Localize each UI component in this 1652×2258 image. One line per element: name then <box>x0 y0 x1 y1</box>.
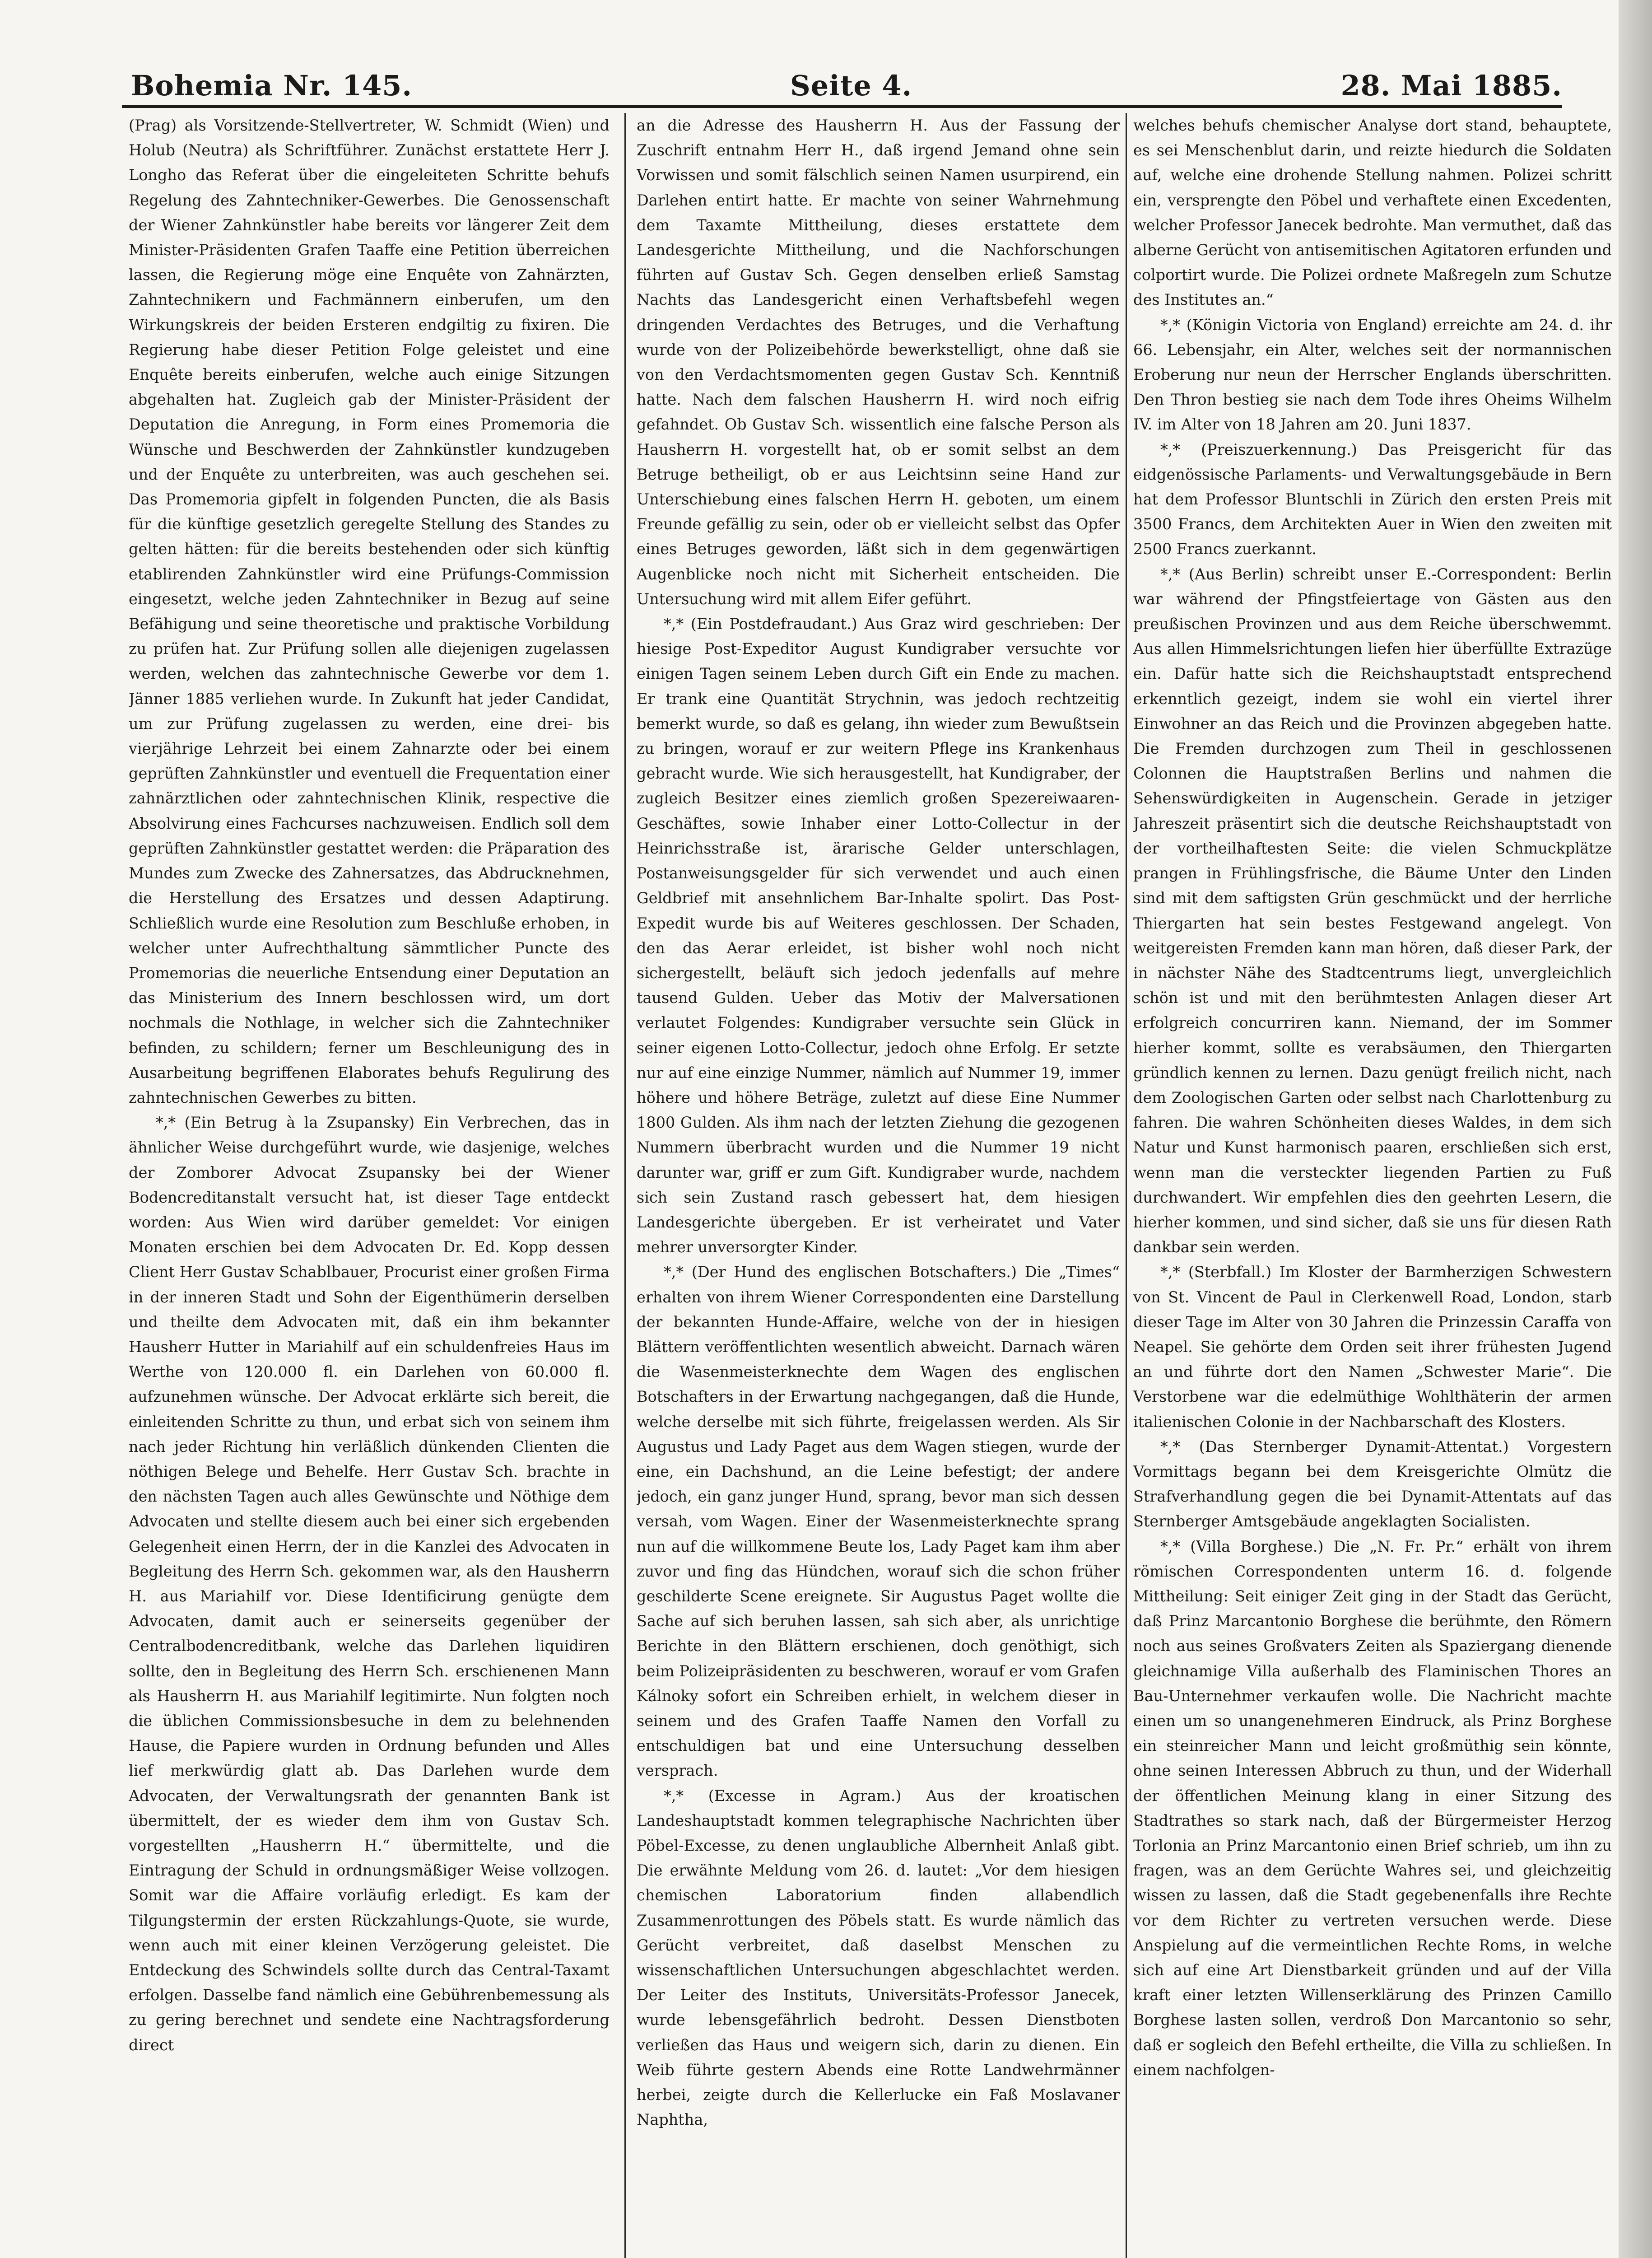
article-paragraph: (Prag) als Vorsitzende-Stellvertreter, W. Schmidt (Wien) und Holub (Neutra) als Schriftführer. Zunächst erstattete Herr J. Longho das Referat über die eingeleiteten Schritte behufs Regelung des Zahntechniker-Gewerbes. Die Genossenschaft der Wiener Zahnkünstler habe bereits vor längerer Zeit dem Minister-Präsidenten Grafen Taaffe eine Petition überreichen lassen, die Regierung möge eine Enquête von Zahnärzten, Zahntechnikern und Fachmännern einberufen, um den Wirkungskreis der beiden Ersteren endgiltig zu fixiren. Die Regierung habe dieser Petition Folge geleistet und eine Enquête bereits einberufen, welche auch einige Sitzungen abgehalten hat. Zugleich gab der Minister-Präsident der Deputation die Anregung, in Form eines Promemoria die Wünsche und Beschwerden der Zahnkünstler kundzugeben und der Enquête zu unterbreiten, was auch geschehen sei. Das Promemoria gipfelt in folgenden Puncten, die als Basis für die künftige gesetzlich geregelte Stellung des Standes zu gelten hätten: für die bereits bestehenden oder sich künftig etablirenden Zahnkünstler wird eine Prüfungs-Commission eingesetzt, welche jeden Zahntechniker in Bezug auf seine Befähigung und seine theoretische und praktische Vorbildung zu prüfen hat. Zur Prüfung sollen alle diejenigen zugelassen werden, welchen das zahntechnische Gewerbe vor dem 1. Jänner 1885 verliehen wurde. In Zukunft hat jeder Candidat, um zur Prüfung zugelassen zu werden, eine drei- bis vierjährige Lehrzeit bei einem Zahnarzte oder bei einem geprüften Zahnkünstler und eventuell die Frequentation einer zahnärztlichen oder zahntechnischen Klinik, respective die Absolvirung eines Fachcurses nachzuweisen. Endlich soll dem geprüften Zahnkünstler gestattet werden: die Präparation des Mundes zum Zwecke des Zahnersatzes, das Abdrucknehmen, die Herstellung des Ersatzes und dessen Adaptirung. Schließlich wurde eine Resolution zum Beschluße erhoben, in welcher unter Aufrechthaltung sämmtlicher Puncte des Promemorias die neuerliche Entsendung einer Deputation an das Ministerium des Innern beschlossen wird, um dort nochmals die Nothlage, in welcher sich die Zahntechniker befinden, zu schildern; ferner um Beschleunigung des in Ausarbeitung begriffenen Elaborates behufs Regulirung des zahntechnischen Gewerbes zu bitten. <box>129 117 610 1106</box>
article-paragraph: *,* (Der Hund des englischen Botschafters.) Die „Times“ erhalten von ihrem Wiener Correspondenten eine Darstellung der bekannten Hunde-Affaire, welche von der in hiesigen Blättern veröffentlichten wesentlich abweicht. Darnach wären die Wasenmeisterknechte dem Wagen des englischen Botschafters in der Erwartung nachgegangen, daß die Hunde, welche derselbe mit sich führte, freigelassen werden. Als Sir Augustus und Lady Paget aus dem Wagen stiegen, wurde der eine, ein Dachshund, an die Leine befestigt; der andere jedoch, ein ganz junger Hund, sprang, bevor man sich dessen versah, vom Wagen. Einer der Wasenmeisterknechte sprang nun auf die willkommene Beute los, Lady Paget kam ihm aber zuvor und fing das Hündchen, worauf sich die schon früher geschilderte Scene ereignete. Sir Augustus Paget wollte die Sache auf sich beruhen lassen, sah sich aber, als unrichtige Berichte in den Blättern erschienen, doch genöthigt, sich beim Polizeipräsidenten zu beschweren, worauf er vom Grafen Kálnoky sofort ein Schreiben erhielt, in welchem dieser in seinem und des Grafen Taaffe Namen den Vorfall zu entschuldigen bat und eine Untersuchung desselben versprach. <box>637 1263 1120 1780</box>
article-paragraph: an die Adresse des Hausherrn H. Aus der Fassung der Zuschrift entnahm Herr H., daß irgend Jemand ohne sein Vorwissen und somit fälschlich seinen Namen usurpirend, ein Darlehen entirt hatte. Er machte von seiner Wahrnehmung dem Taxamte Mittheilung, dieses erstattete dem Landesgerichte Mittheilung, und die Nachforschungen führten auf Gustav Sch. Gegen denselben erließ Samstag Nachts das Landesgericht einen Verhaftsbefehl wegen dringenden Verdachtes des Betruges, und die Verhaftung wurde von der Polizeibehörde bewerkstelligt, ohne daß sie von den Verdachtsmomenten gegen Gustav Sch. Kenntniß hatte. Nach dem falschen Hausherrn H. wird noch eifrig gefahndet. Ob Gustav Sch. wissentlich eine falsche Person als Hausherrn H. vorgestellt hat, ob er somit selbst an dem Betruge betheiligt, ob er aus Leichtsinn seine Hand zur Unterschiebung eines falschen Herrn H. geboten, um einem Freunde gefällig zu sein, oder ob er vielleicht selbst das Opfer eines Betruges geworden, läßt sich in dem gegenwärtigen Augenblicke noch nicht mit Sicherheit entscheiden. Die Untersuchung wird mit allem Eifer geführt. <box>637 117 1120 608</box>
article-paragraph: *,* (Excesse in Agram.) Aus der kroatischen Landeshauptstadt kommen telegraphische Nachrichten über Pöbel-Excesse, zu denen unglaubliche Albernheit Anlaß gibt. Die erwähnte Meldung vom 26. d. lautet: „Vor dem hiesigen chemischen Laboratorium finden allabendlich Zusammenrottungen des Pöbels statt. Es wurde nämlich das Gerücht verbreitet, daß daselbst Menschen zu wissenschaftlichen Untersuchungen abgeschlachtet werden. Der Leiter des Instituts, Universitäts-Professor Janecek, wurde lebensgefährlich bedroht. Dessen Dienstboten verließen das Haus und weigern sich, darin zu dienen. Ein Weib führte gestern Abends eine Rotte Landwehrmänner herbei, zeigte durch die Kellerlucke ein Faß Moslavaner Naphtha, <box>637 1787 1120 2129</box>
column-1 <box>129 113 610 2258</box>
column-3 <box>1133 113 1612 2258</box>
issue-date: 28. Mai 1885. <box>1340 69 1562 102</box>
article-paragraph: *,* (Preiszuerkennung.) Das Preisgericht für das eidgenössische Parlaments- und Verwaltungsgebäude in Bern hat dem Professor Bluntschli in Zürich den ersten Preis mit 3500 Francs, dem Architekten Auer in Wien den zweiten mit 2500 Francs zuerkannt. <box>1133 440 1612 558</box>
article-paragraph: welches behufs chemischer Analyse dort stand, behauptete, es sei Menschenblut darin, und reizte hiedurch die Soldaten auf, welche eine drohende Stellung nahmen. Polizei schritt ein, versprengte den Pöbel und verhaftete einen Excedenten, welcher Professor Janecek bedrohte. Man vermuthet, daß das alberne Gerücht von antisemitischen Agitatoren erfunden und colportirt wurde. Die Polizei ordnete Maßregeln zum Schutze des Institutes an.“ <box>1133 117 1612 309</box>
masthead-issue: Bohemia Nr. 145. <box>131 69 413 102</box>
header-rule <box>122 105 1562 108</box>
page-edge-shadow <box>1619 0 1652 2258</box>
article-paragraph: *,* (Das Sternberger Dynamit-Attentat.) Vorgestern Vormittags begann bei dem Kreisgerichte Olmütz die Strafverhandlung gegen die bei Dynamit-Attentats auf das Sternberger Amtsgebäude angeklagten Socialisten. <box>1133 1437 1612 1530</box>
article-paragraph: *,* (Ein Betrug à la Zsupansky) Ein Verbrechen, das in ähnlicher Weise durchgeführt wurde, wie dasjenige, welches der Zomborer Advocat Zsupansky bei der Wiener Bodencreditanstalt versucht hat, ist dieser Tage entdeckt worden: Aus Wien wird darüber gemeldet: Vor einigen Monaten erschien bei dem Advocaten Dr. Ed. Kopp dessen Client Herr Gustav Schablbauer, Procurist einer großen Firma in der inneren Stadt und Sohn der Eigenthümerin derselben und theilte dem Advocaten mit, daß ein ihm bekannter Hausherr Hutter in Mariahilf auf ein schuldenfreies Haus im Werthe von 120.000 fl. ein Darlehen von 60.000 fl. aufzunehmen wünsche. Der Advocat erklärte sich bereit, die einleitenden Schritte zu thun, und erbat sich von seinem ihm nach jeder Richtung hin verläßlich dünkenden Clienten die nöthigen Belege und Behelfe. Herr Gustav Sch. brachte in den nächsten Tagen auch alles Gewünschte und Nöthige dem Advocaten und stellte diesem auch bei einer sich ergebenden Gelegenheit einen Herrn, der in die Kanzlei des Advocaten in Begleitung des Herrn Sch. gekommen war, als den Hausherrn H. aus Mariahilf vor. Diese Identificirung genügte dem Advocaten, damit auch er seinerseits gegenüber der Centralbodencreditbank, welche das Darlehen liquidiren sollte, den in Begleitung des Herrn Sch. erschienenen Mann als Hausherrn H. aus Mariahilf legitimirte. Nun folgten noch die üblichen Commissionsbesuche in dem zu belehnenden Hause, die Papiere wurden in Ordnung befunden und Alles lief merkwürdig glatt ab. Das Darlehen wurde dem Advocaten, der Verwaltungsrath der genannten Bank ist übermittelt, der es wieder dem ihm von Gustav Sch. vorgestellten „Hausherrn H.“ übermittelte, und die Eintragung der Schuld in ordnungsmäßiger Weise vollzogen. Somit war die Affaire vorläufig erledigt. Es kam der Tilgungstermin der ersten Rückzahlungs-Quote, sie wurde, wenn auch mit einer kleinen Verzögerung geleistet. Die Entdeckung des Schwindels sollte durch das Central-Taxamt erfolgen. Dasselbe fand nämlich eine Gebührenbemessung als zu gering berechnet und sendete eine Nachtragsforderung direct <box>129 1114 610 2054</box>
article-paragraph: *,* (Aus Berlin) schreibt unser E.-Correspondent: Berlin war während der Pfingstfeiertage von Gästen aus den preußischen Provinzen und aus dem Reiche überschwemmt. Aus allen Himmelsrichtungen liefen hier überfüllte Extrazüge ein. Dafür hatte sich die Reichshauptstadt entsprechend erkenntlich gezeigt, indem sie wohl ein viertel ihrer Einwohner an das Reich und die Provinzen abgegeben hatte. Die Fremden durchzogen zum Theil in geschlossenen Colonnen die Hauptstraßen Berlins und nahmen die Sehenswürdigkeiten in Augenschein. Gerade in jetziger Jahreszeit präsentirt sich die deutsche Reichshauptstadt von der vortheilhaftesten Seite: die vielen Schmuckplätze prangen in Frühlingsfrische, die Bäume Unter den Linden sind mit dem saftigsten Grün geschmückt und der herrliche Thiergarten hat sein bestes Festgewand angelegt. Von weitgereisten Fremden kann man hören, daß dieser Park, der in nächster Nähe des Stadtcentrums liegt, unvergleichlich schön ist und mit den berühmtesten Anlagen dieser Art erfolgreich concurriren kann. Niemand, der im Sommer hierher kommt, sollte es verabsäumen, den Thiergarten gründlich kennen zu lernen. Dazu genügt freilich nicht, nach dem Zoologischen Garten oder selbst nach Charlottenburg zu fahren. Die wahren Schönheiten dieses Waldes, in dem sich Natur und Kunst harmonisch paaren, erschließen sich erst, wenn man die versteckter liegenden Partien zu Fuß durchwandert. Wir empfehlen dies den geehrten Lesern, die hierher kommen, und sind sicher, daß sie uns für diesen Rath dankbar sein werden. <box>1133 565 1612 1256</box>
page-number: Seite 4. <box>790 69 912 102</box>
article-paragraph: *,* (Ein Postdefraudant.) Aus Graz wird geschrieben: Der hiesige Post-Expeditor August Kundigraber versuchte vor einigen Tagen seinem Leben durch Gift ein Ende zu machen. Er trank eine Quantität Strychnin, was jedoch rechtzeitig bemerkt wurde, so daß es gelang, ihn wieder zum Bewußtsein zu bringen, worauf er zur weitern Pflege ins Krankenhaus gebracht wurde. Wie sich herausgestellt, hat Kundigraber, der zugleich Besitzer eines ziemlich großen Spezereiwaaren-Geschäftes, sowie Inhaber einer Lotto-Collectur in der Heinrichsstraße ist, ärarische Gelder unterschlagen, Postanweisungsgelder für sich verwendet und auch einen Geldbrief mit ansehnlichem Bar-Inhalte spolirt. Das Post-Expedit wurde bis auf Weiteres geschlossen. Der Schaden, den das Aerar erleidet, ist bisher wohl noch nicht sichergestellt, beläuft sich jedoch jedenfalls auf mehre tausend Gulden. Ueber das Motiv der Malversationen verlautet Folgendes: Kundigraber versuchte sein Glück in seiner eigenen Lotto-Collectur, jedoch ohne Erfolg. Er setzte nur auf eine einzige Nummer, nämlich auf Nummer 19, immer höhere und höhere Beträge, zuletzt auf diese Eine Nummer 1800 Gulden. Als ihm nach der letzten Ziehung die gezogenen Nummern überbracht wurden und die Nummer 19 nicht darunter war, griff er zum Gift. Kundigraber wurde, nachdem sich sein Zustand rasch gebessert hat, dem hiesigen Landesgerichte übergeben. Er ist verheiratet und Vater mehrer unversorgter Kinder. <box>637 615 1120 1256</box>
column-divider <box>1126 113 1127 2258</box>
article-paragraph: *,* (Villa Borghese.) Die „N. Fr. Pr.“ erhält von ihrem römischen Correspondenten unterm 16. d. folgende Mittheilung: Seit einiger Zeit ging in der Stadt das Gerücht, daß Prinz Marcantonio Borghese die berühmte, den Römern noch aus seines Großvaters Zeiten als Spaziergang dienende gleichnamige Villa außerhalb des Flaminischen Thores an Bau-Unternehmer verkaufen wolle. Die Nachricht machte einen um so unangenehmeren Eindruck, als Prinz Borghese ein steinreicher Mann und leicht großmüthig sein könnte, ohne seinen Interessen Abbruch zu thun, und der Widerhall der öffentlichen Meinung klang in einer Sitzung des Stadtrathes so stark nach, daß der Bürgermeister Herzog Torlonia an Prinz Marcantonio einen Brief schrieb, um ihn zu fragen, was an dem Gerüchte Wahres sei, und gleichzeitig wissen zu lassen, daß die Stadt gegebenenfalls ihre Rechte vor dem Richter zu vertreten versuchen werde. Diese Anspielung auf die vermeintlichen Rechte Roms, in welche sich auf eine Art Dienstbarkeit gründen und auf der Villa kraft einer letzten Willenserklärung des Prinzen Camillo Borghese lasten sollen, verdroß Don Marcantonio so sehr, daß er sogleich den Befehl ertheilte, die Villa zu schließen. In einem nachfolgen- <box>1133 1537 1612 2079</box>
article-paragraph: *,* (Königin Victoria von England) erreichte am 24. d. ihr 66. Lebensjahr, ein Alter, welches seit der normannischen Eroberung nur neun der Herrscher Englands überschritten. Den Thron bestieg sie nach dem Tode ihres Oheims Wilhelm IV. im Alter von 18 Jahren am 20. Juni 1837. <box>1133 316 1612 434</box>
column-2 <box>637 113 1120 2258</box>
column-divider <box>624 113 626 2258</box>
article-paragraph: *,* (Sterbfall.) Im Kloster der Barmherzigen Schwestern von St. Vincent de Paul in Clerkenwell Road, London, starb dieser Tage im Alter von 30 Jahren die Prinzessin Caraffa von Neapel. Sie gehörte dem Orden seit ihrer frühesten Jugend an und führte dort den Namen „Schwester Marie“. Die Verstorbene war die edelmüthige Wohlthäterin der armen italienischen Colonie in der Nachbarschaft des Klosters. <box>1133 1263 1612 1431</box>
